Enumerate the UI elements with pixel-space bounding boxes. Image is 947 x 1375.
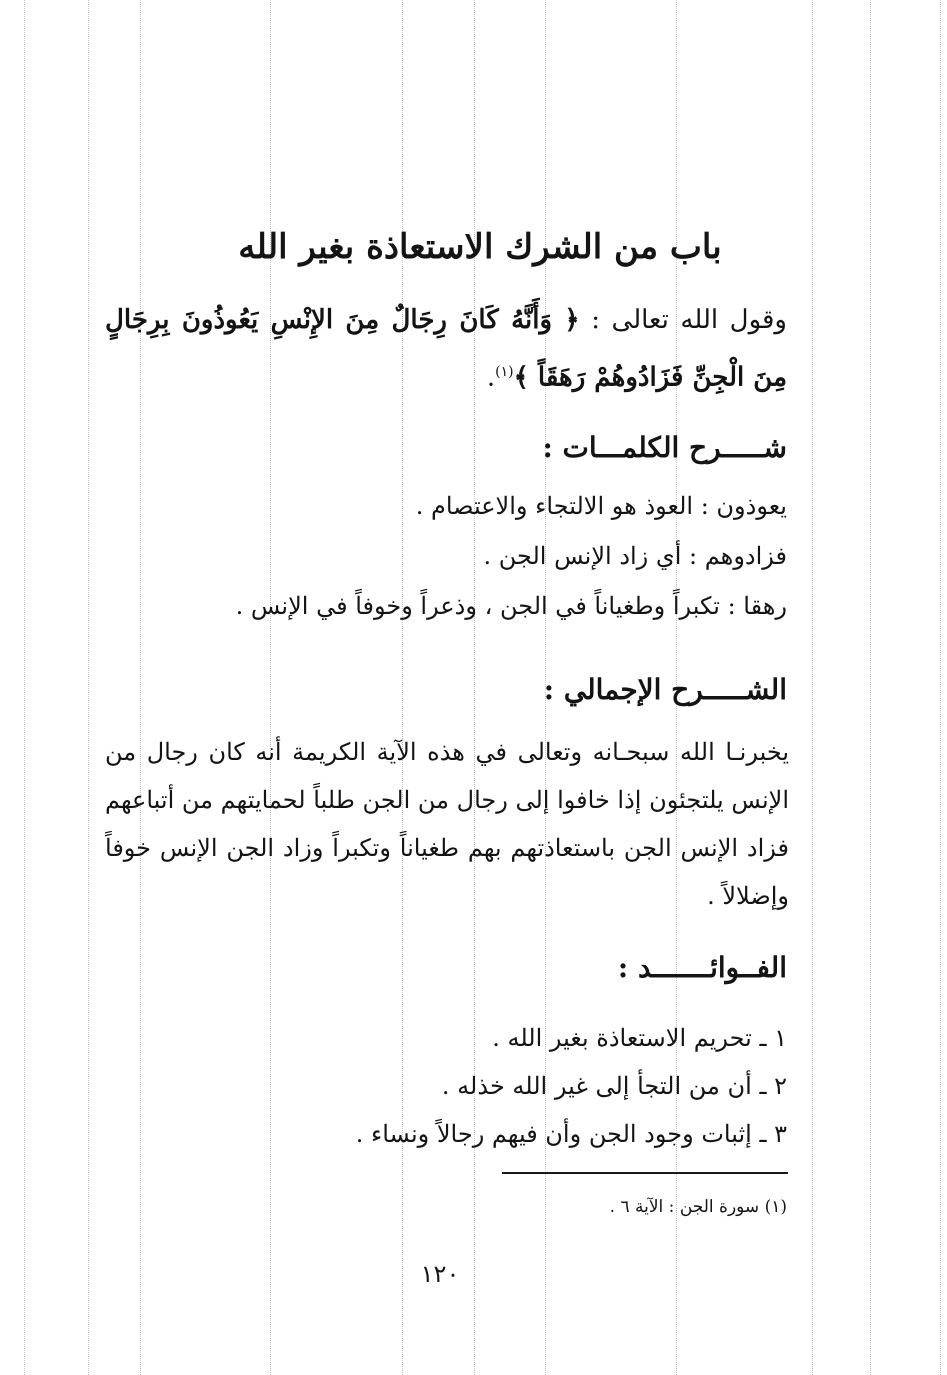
scan-guide-line [24,0,25,1375]
footnote-reference[interactable]: (١) [495,364,514,380]
benefits-heading: الفــوائـــــــد : [617,951,787,984]
benefit-item: ٣ ـ إثبات وجود الجن وأن فيهم رجالاً ونساء . [355,1120,787,1148]
scan-guide-line [812,0,813,1375]
verse-end: . [486,362,496,393]
words-heading: شـــــرح الكلمـــات : [542,431,787,464]
word-definition: يعوذون : العوذ هو الالتجاء والاعتصام . [415,492,787,520]
page-number: ١٢٠ [420,1260,460,1288]
chapter-title: باب من الشرك الاستعاذة بغير الله [238,227,722,267]
scan-guide-line [270,0,271,1375]
quran-quote: ﴿ وَأَنَّهُ كَانَ رِجَالٌ مِنَ الإِنْسِ يَعُوذُونَ بِرِجَالٍ مِنَ الْجِنِّ فَزَادُوهُمْ رَهَقَاً ﴾ [105,305,787,393]
verse-paragraph [105,294,787,404]
footnote: (١) سورة الجن : الآية ٦ . [609,1197,787,1217]
scan-guide-line [940,0,941,1375]
summary-paragraph: يخبرنـا الله سبحـانه وتعالى في هذه الآية الكريمة أنه كان رجال من الإنس يلتجئون إذا خافوا إلى رجال من الجن طلباً لحمايتهم من أتباعهم فزاد الإنس الجن باستعاذتهم بهم طغياناً وتكبراً وزاد الجن الإنس خوفاً وإضلالاً . [105,738,789,910]
word-definition: رهقا : تكبراً وطغياناً في الجن ، وذعراً وخوفاً في الإنس . [235,592,787,620]
scan-guide-line [870,0,871,1375]
word-definition: فزادوهم : أي زاد الإنس الجن . [483,542,787,570]
benefit-item: ٢ ـ أن من التجأ إلى غير الله خذله . [441,1072,787,1100]
footnote-divider [502,1172,788,1174]
scan-guide-line [88,0,89,1375]
scan-guide-line [140,0,141,1375]
verse-intro: وقول الله تعالى : [591,305,787,335]
scan-guide-line [474,0,475,1375]
scan-guide-line [402,0,403,1375]
summary-heading: الشـــــرح الإجمالي : [543,673,787,706]
benefit-item: ١ ـ تحريم الاستعاذة بغير الله . [492,1024,787,1052]
